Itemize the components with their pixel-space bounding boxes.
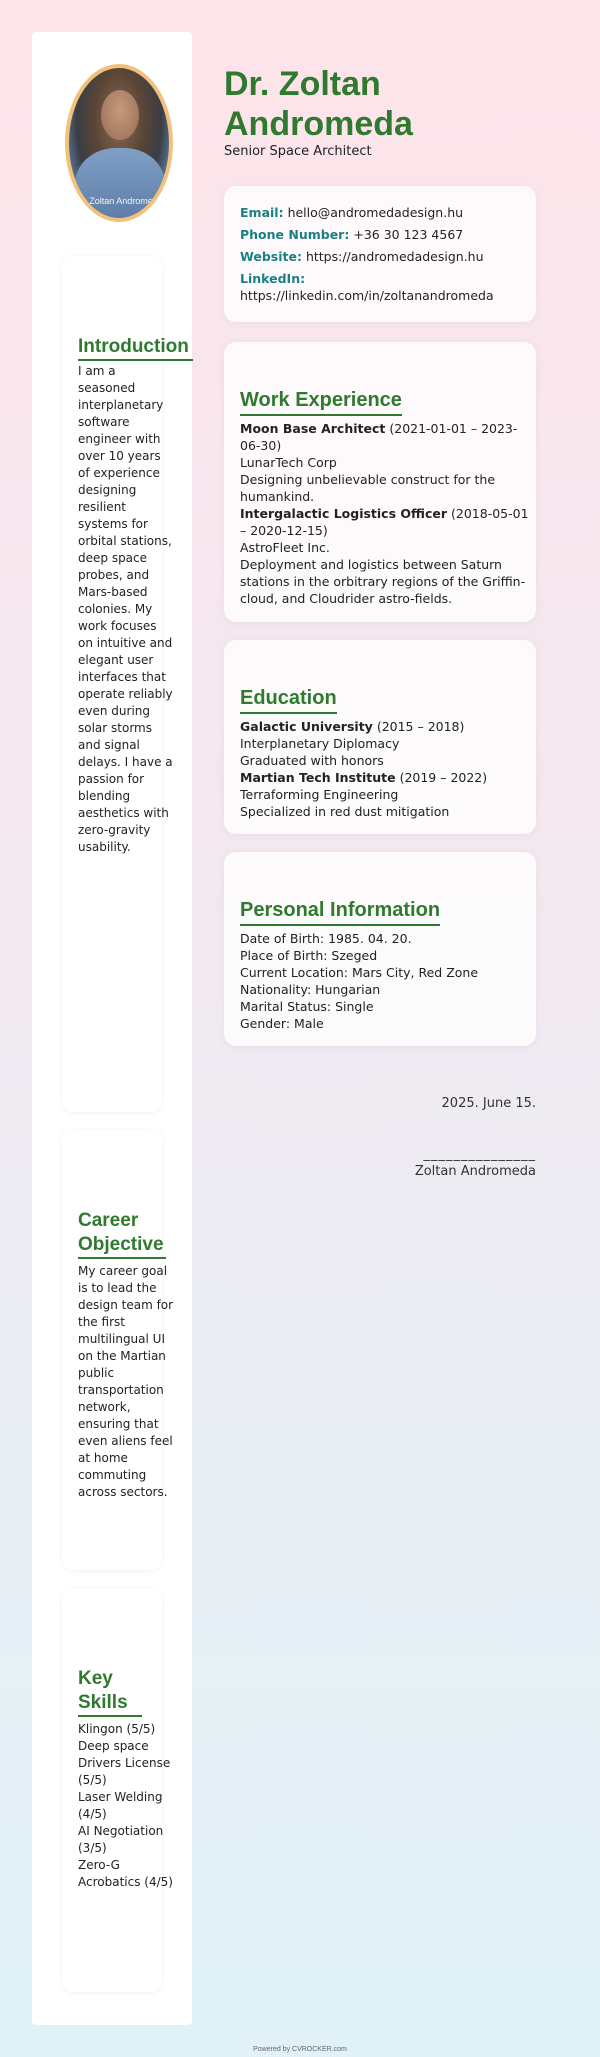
job-company: AstroFleet Inc. — [240, 540, 330, 555]
job-description: Deployment and logistics between Saturn stations in the orbitrary regions of the Griffin-cloud, and Cloudrider astro-fields. — [240, 557, 526, 606]
job-entry — [240, 420, 530, 454]
education-body — [240, 718, 530, 820]
introduction-text: I am a seasoned interplanetary software engineer with over 10 years of experience designing resilient systems for orbital stations, deep space probes, and Mars-based colonies. My work focuses on intuitive and elegant user interfaces that operate reliably even during solar storms and signal delays. I have a passion for blending aesthetics with zero-gravity usability. — [78, 364, 173, 854]
school-entry — [240, 718, 530, 735]
school-name: Galactic University — [240, 719, 373, 734]
signature-line: _______________ — [423, 1147, 536, 1162]
introduction-title: Introduction — [78, 335, 193, 361]
photo-head-shape — [101, 90, 139, 140]
personal-info-card — [224, 852, 536, 1046]
school-note: Specialized in red dust mitigation — [240, 804, 450, 819]
phone-row — [240, 226, 530, 243]
footer-credit[interactable]: Powered by CVROCKER.com — [253, 2046, 347, 2053]
email-row — [240, 204, 530, 221]
linkedin-label: LinkedIn: — [240, 271, 306, 286]
website-label: Website: — [240, 249, 302, 264]
personal-info-line: Date of Birth: 1985. 04. 20. — [240, 931, 412, 946]
linkedin-row — [240, 270, 530, 304]
personal-info-body — [240, 930, 530, 1032]
photo-caption: Dr. Zoltan Andromeda — [75, 196, 163, 206]
personal-info-line: Place of Birth: Szeged — [240, 948, 378, 963]
job-entry — [240, 505, 530, 539]
key-skills-card — [62, 1588, 173, 1992]
school-degree: Interplanetary Diplomacy — [240, 736, 400, 751]
job-role: Intergalactic Logistics Officer — [240, 506, 448, 521]
key-skills-title: Key Skills — [78, 1667, 142, 1717]
sidebar — [32, 32, 192, 2025]
career-objective-text: My career goal is to lead the design team for the first multilingual UI on the Martian public transportation network, ensuring that even aliens feel at home commuting across sectors. — [78, 1264, 174, 1499]
personal-info-line: Gender: Male — [240, 1016, 324, 1031]
personal-info-line: Current Location: Mars City, Red Zone — [240, 965, 479, 980]
skill-item: Deep space Drivers License (5/5) — [78, 1739, 171, 1787]
phone-label: Phone Number: — [240, 227, 350, 242]
career-objective-card — [62, 1130, 174, 1570]
profile-photo — [65, 64, 173, 222]
skill-item: Zero-G Acrobatics (4/5) — [78, 1858, 173, 1889]
education-card — [224, 640, 536, 834]
key-skills-list — [78, 1721, 174, 1891]
skill-item: AI Negotiation (3/5) — [78, 1824, 164, 1855]
skill-item: Klingon (5/5) — [78, 1722, 156, 1736]
contact-card — [224, 186, 536, 322]
school-name: Martian Tech Institute — [240, 770, 396, 785]
job-role: Moon Base Architect — [240, 421, 386, 436]
job-company: LunarTech Corp — [240, 455, 337, 470]
career-objective-title: Career Objective — [78, 1209, 166, 1259]
email-link[interactable]: hello@andromedadesign.hu — [287, 205, 464, 220]
school-dates: (2019 – 2022) — [399, 770, 488, 785]
job-description: Designing unbelievable construct for the humankind. — [240, 472, 496, 504]
school-entry — [240, 769, 530, 786]
introduction-card — [62, 256, 189, 1112]
work-experience-card — [224, 342, 536, 622]
phone-link[interactable]: +36 30 123 4567 — [353, 227, 464, 242]
personal-info-line: Nationality: Hungarian — [240, 982, 381, 997]
photo-body-shape — [75, 148, 165, 222]
personal-info-line: Marital Status: Single — [240, 999, 374, 1014]
work-experience-body — [240, 420, 530, 607]
linkedin-link[interactable]: https://linkedin.com/in/zoltanandromeda — [240, 288, 494, 303]
email-label: Email: — [240, 205, 284, 220]
website-link[interactable]: https://andromedadesign.hu — [305, 249, 484, 264]
education-title: Education — [240, 686, 337, 714]
signature-date: 2025. June 15. — [441, 1096, 536, 1111]
website-row — [240, 248, 530, 265]
personal-info-title: Personal Information — [240, 898, 440, 926]
signature-name: Zoltan Andromeda — [414, 1164, 536, 1179]
school-dates: (2015 – 2018) — [376, 719, 465, 734]
job-dates: (2021-01-01 – 2023-06-30) — [240, 421, 518, 453]
person-name: Dr. Zoltan Andromeda — [224, 65, 413, 143]
work-experience-title: Work Experience — [240, 388, 402, 416]
skill-item: Laser Welding (4/5) — [78, 1790, 163, 1821]
job-dates: (2018-05-01 – 2020-12-15) — [240, 506, 529, 538]
job-title: Senior Space Architect — [224, 144, 372, 159]
school-note: Graduated with honors — [240, 753, 384, 768]
school-degree: Terraforming Engineering — [240, 787, 399, 802]
